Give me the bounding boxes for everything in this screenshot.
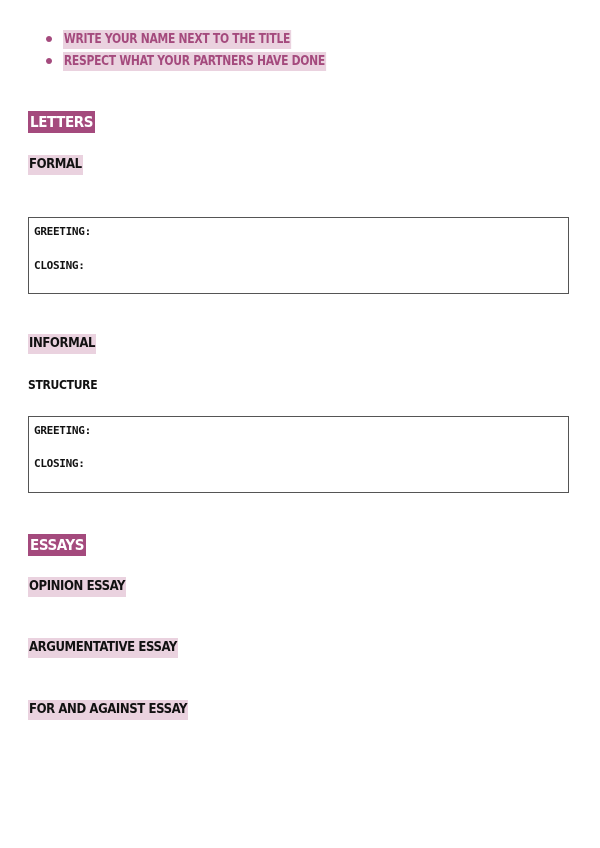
bullet-icon — [46, 36, 52, 42]
closing-label: CLOSING: — [34, 259, 85, 272]
instructions-list — [46, 28, 349, 72]
greeting-label: GREETING: — [34, 225, 91, 238]
informal-heading: INFORMAL — [28, 334, 96, 354]
instruction-text: WRITE YOUR NAME NEXT TO THE TITLE — [63, 31, 291, 47]
informal-letter-box — [28, 416, 569, 493]
instruction-item — [46, 28, 349, 50]
for-and-against-essay-heading: FOR AND AGAINST ESSAY — [28, 700, 188, 720]
argumentative-essay-heading: ARGUMENTATIVE ESSAY — [28, 638, 178, 658]
formal-heading: FORMAL — [28, 155, 83, 175]
letters-heading: LETTERS — [30, 113, 94, 131]
instruction-item — [46, 50, 349, 72]
essays-heading: ESSAYS — [30, 536, 85, 554]
instruction-text: RESPECT WHAT YOUR PARTNERS HAVE DONE — [63, 53, 325, 69]
greeting-label: GREETING: — [34, 424, 91, 437]
opinion-essay-heading: OPINION ESSAY — [28, 577, 126, 597]
structure-label: STRUCTURE — [28, 378, 98, 392]
formal-letter-box — [28, 217, 569, 294]
closing-label: CLOSING: — [34, 457, 85, 470]
bullet-icon — [46, 58, 52, 64]
